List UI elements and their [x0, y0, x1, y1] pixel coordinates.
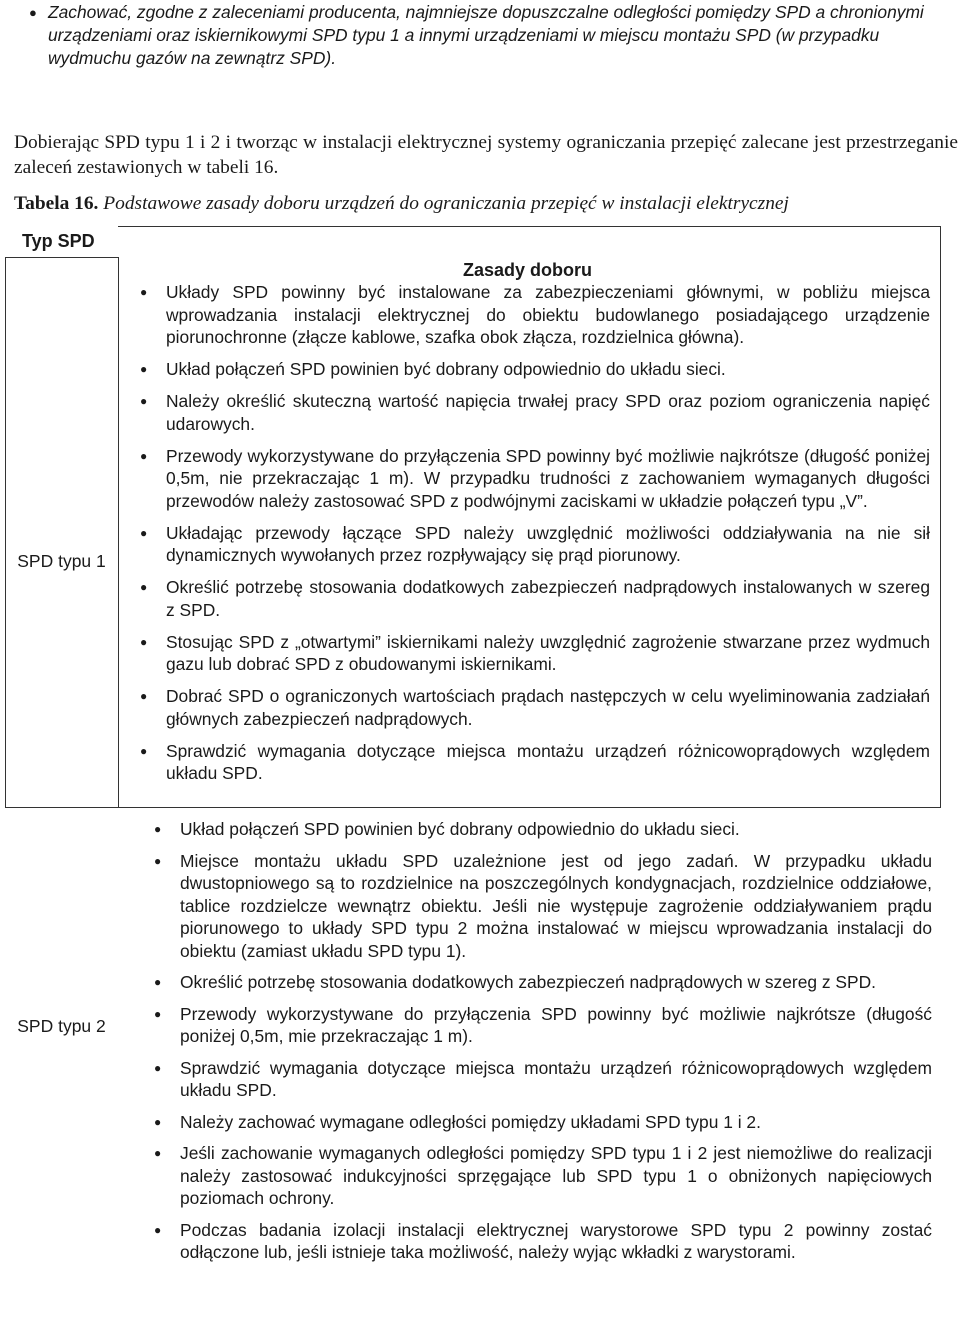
top-bullet-text: Zachować, zgodne z zaleceniami producenta, najmniejsze dopuszczalne odległości pomiędzy SPD a chronionymi urządzeniami oraz iskiernikowymi SPD typu 1 a innymi urządzeniami w miejscu montażu SPD (w przypadku wydmuchu gazów na zewnątrz SPD). — [48, 2, 924, 68]
rule-item: ● Przewody wykorzystywane do przyłączenia SPD powinny być możliwie najkrótsze (długość poniżej 0,5m, mie przekraczając 1 m). — [154, 1003, 932, 1046]
bullet-icon: ● — [154, 975, 162, 989]
bullet-icon: ● — [140, 525, 148, 540]
rule-item: ● Stosując SPD z „otwartymi” iskiernikami należy uwzględnić zagrożenie stwarzane przez wydmuch gazu lub dobrać SPD z obudowanymi iskiernikami. — [140, 631, 930, 674]
bullet-icon: ● — [154, 1006, 162, 1021]
rule-item: ● Należy określić skuteczną wartość napięcia trwałej pracy SPD oraz poziom ograniczenia napięć udarowych. — [140, 391, 930, 434]
bullet-icon: ● — [154, 1060, 162, 1075]
rule-item: ● Układ połączeń SPD powinien być dobrany odpowiednio do układu sieci. — [154, 819, 740, 839]
bullet-icon: ● — [140, 580, 148, 594]
intro-paragraph — [14, 130, 958, 180]
table-row-divider — [5, 807, 941, 808]
top-bullet-item — [29, 1, 956, 70]
rule-item: ● Przewody wykorzystywane do przyłączenia SPD powinny być możliwie najkrótsze (długość poniżej 0,5m, nie przekraczając 1 m). W przypadku trudności z zachowaniem wymaganych długości przewodów należy zastosować SPD z podwójnymi zaciskami w układzie połączeń typu „V”. — [140, 445, 930, 511]
rule-item: ● Podczas badania izolacji instalacji elektrycznej warystorowe SPD typu 2 powinny zostać odłączone lub, jeśli istnieje taka możliwość, należy wyjąc wkładki z warystorami. — [154, 1219, 932, 1262]
intro-text: Dobierając SPD typu 1 i 2 i tworząc w instalacji elektrycznej systemy ograniczania przepięć zalecane jest przestrzeganie zaleceń zestawionych w tabeli 16. — [14, 132, 958, 178]
table-top-line — [118, 226, 940, 227]
bullet-icon: ● — [140, 689, 148, 703]
table-border-left — [5, 257, 6, 807]
rule-item: ● Układy SPD powinny być instalowane za zabezpieczeniami głównymi, w pobliżu miejsca wprowadzania instalacji elektrycznej do obiektu budowlanego posiadającego urządzenie piorunochronne (złącze kablowe, szafka obok złącza, rozdzielnica główna). — [140, 282, 930, 347]
rule-item: ● Dobrać SPD o ograniczonych wartościach prądach następczych w celu wyeliminowania zadziałań głównych zabezpieczeń nadprądowych. — [140, 686, 930, 729]
type-cell-spd-1: SPD typu 1 — [17, 551, 106, 571]
table-caption-text: Podstawowe zasady doboru urządzeń do ograniczania przepięć w instalacji elektrycznej — [103, 193, 789, 214]
rule-item: ● Układając przewody łączące SPD należy uwzględnić możliwości oddziaływania na nie sił dynamicznych wywołanych przez rozpływający się prąd piorunowy. — [140, 522, 930, 565]
header-zasady-doboru: Zasady doboru — [463, 260, 593, 280]
rule-item: ● Sprawdzić wymagania dotyczące miejsca montażu urządzeń różnicowoprądowych względem układu SPD. — [140, 740, 930, 783]
bullet-icon: ● — [140, 448, 148, 463]
table-header-line — [5, 257, 118, 258]
rule-item: ● Określić potrzebę stosowania dodatkowych zabezpieczeń nadprądowych w szereg z SPD. — [154, 972, 876, 992]
bullet-icon: ● — [140, 285, 148, 299]
rule-item: ● Miejsce montażu układu SPD uzależnione jest od jego zadań. W przypadku układu dwustopniowego są to rozdzielnice na poszczególnych kondygnacjach, rozdzielnice oddziałowe, tablice rozdzielcze wewnątrz obiektu. Jeśli nie występuje zagrożenie oddziaływaniem prądu piorunowego to układy SPD typu 2 można instalować w miejscu wprowadzania instalacji do obiektu (zamiast układu SPD typu 1). — [154, 850, 932, 961]
rules-list-spd-1 — [140, 281, 930, 794]
bullet-icon: ● — [140, 743, 148, 758]
bullet-icon: ● — [154, 1114, 162, 1129]
header-typ-spd: Typ SPD — [22, 231, 95, 251]
table-column-divider — [118, 257, 119, 807]
bullet-icon: ● — [140, 394, 148, 408]
type-cell-spd-2: SPD typu 2 — [17, 1016, 106, 1036]
rules-list-spd-2 — [154, 818, 932, 1273]
bullet-icon: ● — [140, 634, 148, 649]
bullet-icon: ● — [154, 1222, 162, 1237]
table-caption-label: Tabela 16. — [14, 193, 99, 214]
table-border-right — [940, 226, 941, 807]
bullet-icon: ● — [154, 822, 162, 836]
bullet-icon: ● — [140, 362, 148, 376]
rule-item: ● Układ połączeń SPD powinien być dobrany odpowiednio do układu sieci. — [140, 359, 726, 379]
bullet-icon: ● — [29, 5, 37, 20]
rule-item: ● Sprawdzić wymagania dotyczące miejsca montażu urządzeń różnicowoprądowych względem układu SPD. — [154, 1057, 932, 1100]
rule-item: ● Należy zachować wymagane odległości pomiędzy układami SPD typu 1 i 2. — [154, 1111, 761, 1132]
rule-item: ● Określić potrzebę stosowania dodatkowych zabezpieczeń nadprądowych instalowanych w szereg z SPD. — [140, 577, 930, 620]
bullet-icon: ● — [154, 1146, 162, 1160]
table-caption — [14, 191, 960, 217]
bullet-icon: ● — [154, 853, 162, 868]
rule-item: ● Jeśli zachowanie wymaganych odległości pomiędzy SPD typu 1 i 2 jest niemożliwe do realizacji należy zastosować indukcyjności sprzęgające lub SPD typu 1 o obniżonych napięciowych poziomach ochrony. — [154, 1143, 932, 1208]
